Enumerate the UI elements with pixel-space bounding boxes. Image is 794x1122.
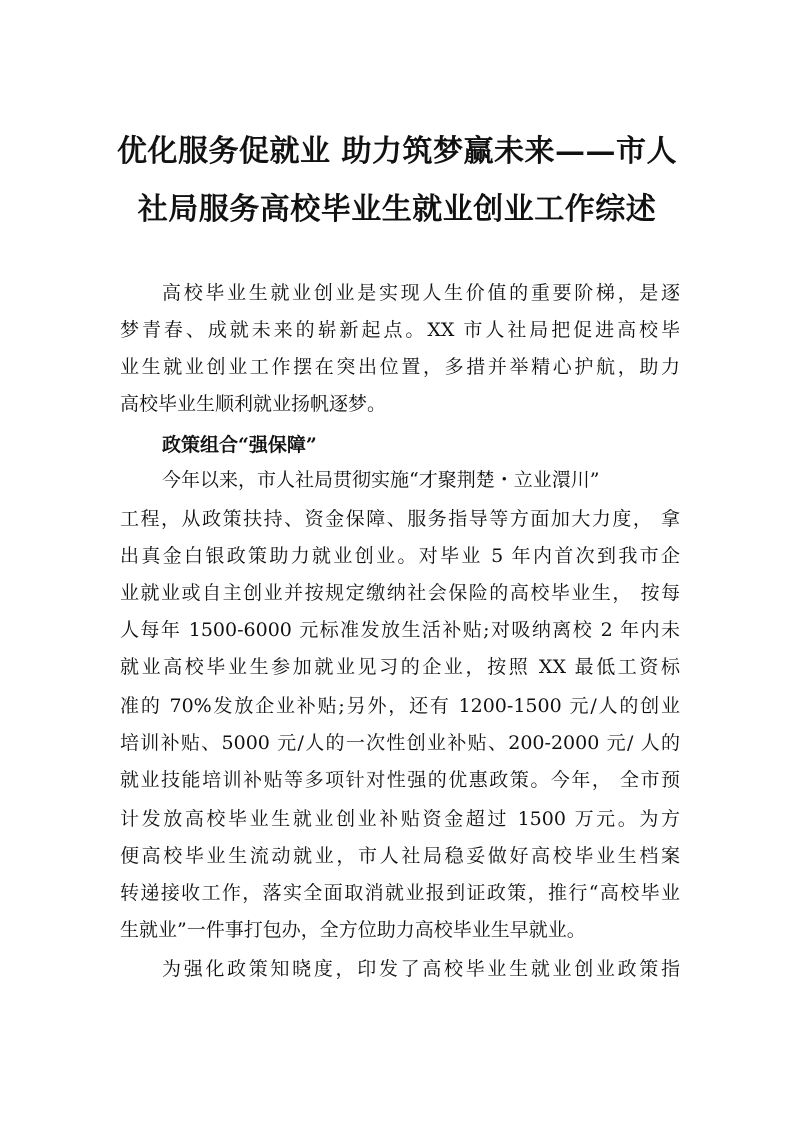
- body-text-line: 高校毕业生就业创业是实现人生价值的重要阶梯，是逐: [162, 282, 680, 304]
- body-text-line: 出真金白银政策助力就业创业。对毕业 5 年内首次到我市企: [120, 545, 680, 567]
- document-title-line-1: 优化服务促就业 助力筑梦赢未来——市人: [117, 134, 677, 169]
- body-text-line: 计发放高校毕业生就业创业补贴资金超过 1500 万元。为方: [120, 808, 680, 830]
- body-text-line: 工程，从政策扶持、资金保障、服务指导等方面加大力度， 拿: [120, 508, 680, 530]
- body-text-line: 准的 70%发放企业补贴;另外，还有 1200-1500 元/人的创业: [120, 695, 680, 717]
- body-text-line: 便高校毕业生流动就业，市人社局稳妥做好高校毕业生档案: [120, 845, 680, 867]
- body-text-line: 为强化政策知晓度，印发了高校毕业生就业创业政策指: [162, 958, 680, 980]
- body-text-line: 业生就业创业工作摆在突出位置，多措并举精心护航，助力: [120, 356, 680, 378]
- body-text-line: 培训补贴、5000 元/人的一次性创业补贴、200-2000 元/ 人的: [120, 732, 680, 754]
- body-text-line: 转递接收工作，落实全面取消就业报到证政策，推行“高校毕业: [120, 882, 680, 904]
- body-text-line: 梦青春、成就未来的崭新起点。XX 市人社局把促进高校毕: [120, 319, 680, 341]
- body-text-line: 就业技能培训补贴等多项针对性强的优惠政策。今年， 全市预: [120, 769, 680, 791]
- body-text-line: 人每年 1500-6000 元标准发放生活补贴;对吸纳离校 2 年内未: [120, 619, 680, 641]
- body-text-line: 生就业”一件事打包办，全方位助力高校毕业生早就业。: [120, 919, 586, 941]
- body-text-line: 业就业或自主创业并按规定缴纳社会保险的高校毕业生， 按每: [120, 582, 680, 604]
- document-title-line-2: 社局服务高校毕业生就业创业工作综述: [137, 192, 657, 227]
- section-heading: 政策组合“强保障”: [162, 434, 317, 456]
- body-text-line: 高校毕业生顺利就业扬帆逐梦。: [120, 393, 387, 415]
- body-text-line: 今年以来，市人社局贯彻实施“才聚荆楚・立业澴川”: [162, 469, 600, 491]
- body-text-line: 就业高校毕业生参加就业见习的企业，按照 XX 最低工资标: [120, 656, 680, 678]
